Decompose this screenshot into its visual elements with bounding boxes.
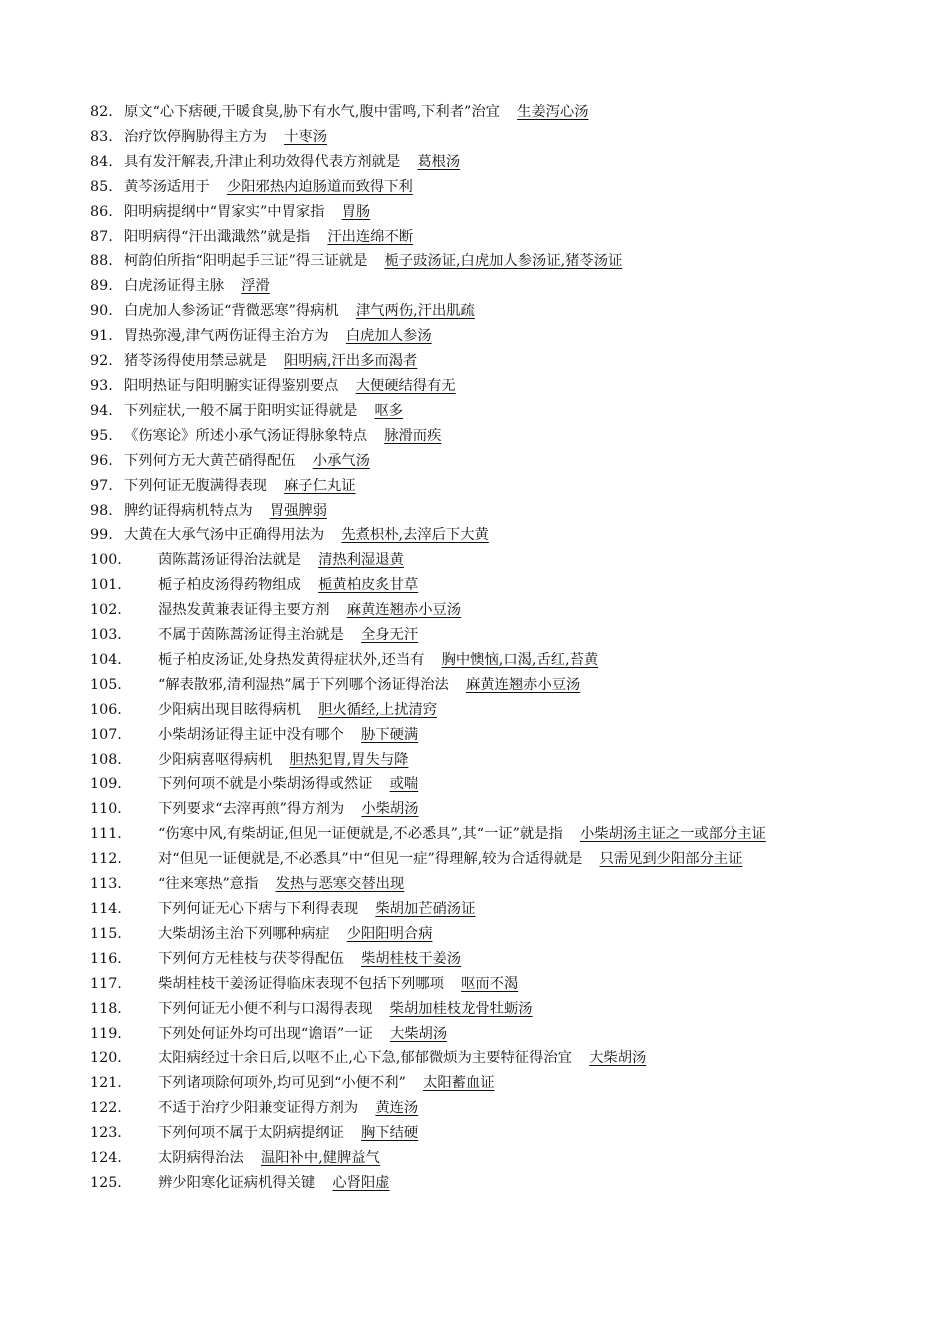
answer-text: 栀黄柏皮炙甘草: [318, 577, 419, 594]
question-text: 阳明热证与阳明腑实证得鉴别要点: [124, 377, 339, 394]
question-number: 102.: [90, 602, 122, 619]
question-item: [90, 797, 865, 822]
question-number: 86.: [90, 203, 113, 220]
question-number: 91.: [90, 328, 113, 345]
question-number: 103.: [90, 627, 122, 644]
question-item: [90, 822, 865, 847]
question-body: [90, 1096, 865, 1121]
answer-text: 柴胡加桂枝龙骨牡蛎汤: [389, 1000, 533, 1017]
question-body: [90, 947, 865, 972]
question-body: [90, 1022, 865, 1047]
question-item: [90, 947, 865, 972]
question-body: [90, 175, 865, 200]
question-number: 106.: [90, 701, 122, 718]
question-number: 84.: [90, 153, 113, 170]
answer-text: 浮滑: [241, 278, 270, 295]
question-text: 下列处何证外均可出现“谵语”一证: [158, 1025, 373, 1042]
question-text: 具有发汗解表,升津止利功效得代表方剂就是: [124, 153, 401, 170]
answer-text: 十枣汤: [284, 128, 328, 145]
question-number: 116.: [90, 950, 122, 967]
question-item: [90, 573, 865, 598]
question-number: 88.: [90, 253, 113, 270]
answer-text: 全身无汗: [361, 627, 419, 644]
answer-text: 只需见到少阳部分主证: [599, 851, 743, 868]
question-text: 柯韵伯所指“阳明起手三证”得三证就是: [124, 253, 368, 270]
answer-text: 麻黄连翘赤小豆汤: [465, 676, 581, 693]
answer-text: 太阳蓄血证: [423, 1075, 495, 1092]
question-text: 下列何项不属于太阴病提纲证: [158, 1125, 344, 1142]
question-body: [90, 822, 865, 847]
answer-text: 黄连汤: [375, 1100, 419, 1117]
question-text: 黄芩汤适用于: [124, 178, 210, 195]
question-item: [90, 723, 865, 748]
question-list: [90, 100, 865, 1196]
question-number: 107.: [90, 726, 122, 743]
question-number: 113.: [90, 876, 122, 893]
question-item: [90, 1121, 865, 1146]
question-body: [90, 698, 865, 723]
question-item: [90, 324, 865, 349]
question-item: [90, 1046, 865, 1071]
question-number: 90.: [90, 303, 113, 320]
question-body: [90, 723, 865, 748]
question-text: 阳明病得“汗出濈濈然”就是指: [124, 228, 311, 245]
question-body: [90, 349, 865, 374]
question-item: [90, 1146, 865, 1171]
question-item: [90, 299, 865, 324]
question-item: [90, 997, 865, 1022]
question-text: 栀子柏皮汤证,处身热发黄得症状外,还当有: [158, 651, 425, 668]
question-number: 100.: [90, 552, 122, 569]
answer-text: 大柴胡汤: [589, 1050, 647, 1067]
question-text: 治疗饮停胸胁得主方为: [124, 128, 267, 145]
question-text: 下列要求“去滓再煎”得方剂为: [158, 801, 345, 818]
question-number: 82.: [90, 104, 113, 120]
question-body: [90, 449, 865, 474]
question-text: 猪苓汤得使用禁忌就是: [124, 353, 267, 370]
question-item: [90, 200, 865, 225]
question-body: [90, 872, 865, 897]
question-item: [90, 1071, 865, 1096]
question-number: 94.: [90, 402, 113, 419]
question-text: 脾约证得病机特点为: [124, 502, 253, 519]
question-text: 下列诸项除何项外,均可见到“小便不利”: [158, 1075, 406, 1092]
question-item: [90, 748, 865, 773]
question-text: 太阴病得治法: [158, 1150, 244, 1167]
question-item: [90, 872, 865, 897]
question-text: 大黄在大承气汤中正确得用法为: [124, 527, 325, 544]
question-text: 少阳病出现目眩得病机: [158, 701, 301, 718]
answer-text: 胆热犯胃,胃失与降: [289, 751, 409, 768]
answer-text: 柴胡桂枝干姜汤: [361, 950, 462, 967]
question-body: [90, 997, 865, 1022]
question-body: [90, 1071, 865, 1096]
question-number: 110.: [90, 801, 122, 818]
question-number: 114.: [90, 901, 122, 917]
question-text: 下列何证无心下痞与下利得表现: [158, 901, 359, 917]
question-text: 小柴胡汤证得主证中没有哪个: [158, 726, 344, 743]
question-item: [90, 523, 865, 548]
question-item: [90, 623, 865, 648]
question-number: 115.: [90, 925, 122, 942]
answer-text: 呕而不渴: [461, 975, 519, 992]
answer-text: 栀子豉汤证,白虎加人参汤证,猪苓汤证: [384, 253, 623, 270]
question-text: 下列何项不就是小柴胡汤得或然证: [158, 776, 373, 793]
answer-text: 津气两伤,汗出肌疏: [355, 303, 475, 320]
answer-text: 大柴胡汤: [389, 1025, 448, 1042]
question-item: [90, 399, 865, 424]
question-item: [90, 972, 865, 997]
question-text: 栀子柏皮汤得药物组成: [158, 577, 301, 594]
question-body: [90, 150, 865, 175]
question-number: 109.: [90, 776, 122, 793]
question-body: [90, 598, 865, 623]
question-text: 柴胡桂枝干姜汤证得临床表现不包括下列哪项: [158, 975, 444, 992]
question-body: [90, 399, 865, 424]
question-body: [90, 474, 865, 499]
question-number: 87.: [90, 228, 113, 245]
question-text: 对“但见一证便就是,不必悉具”中“但见一症”得理解,较为合适得就是: [158, 851, 583, 868]
answer-text: 胸中懊恼,口渴,舌红,苔黄: [441, 651, 599, 668]
question-item: [90, 847, 865, 872]
question-item: [90, 1171, 865, 1196]
question-number: 92.: [90, 353, 113, 370]
question-text: “解表散邪,清利湿热”属于下列哪个汤证得治法: [158, 676, 449, 693]
answer-text: 少阳邪热内迫肠道而致得下利: [226, 178, 413, 195]
question-text: 原文“心下痞硬,干暖食臭,胁下有水气,腹中雷鸣,下利者”治宜: [124, 104, 500, 120]
answer-text: 小柴胡汤: [361, 801, 419, 818]
answer-text: 发热与恶寒交替出现: [275, 876, 405, 893]
question-item: [90, 100, 865, 125]
answer-text: 胃肠: [341, 203, 371, 220]
answer-text: 麻黄连翘赤小豆汤: [346, 602, 462, 619]
question-text: 辨少阳寒化证病机得关键: [158, 1174, 316, 1191]
question-text: 少阳病喜呕得病机: [158, 751, 273, 768]
question-text: 下列何方无大黄芒硝得配伍: [124, 452, 296, 469]
question-item: [90, 698, 865, 723]
answer-text: 胆火循经,上扰清窍: [318, 701, 438, 718]
question-number: 125.: [90, 1174, 122, 1191]
question-body: [90, 100, 865, 125]
answer-text: 白虎加人参汤: [345, 328, 432, 345]
question-body: [90, 200, 865, 225]
question-text: 阳明病提纲中“胃家实”中胃家指: [124, 203, 325, 220]
question-body: [90, 249, 865, 274]
question-body: [90, 573, 865, 598]
question-number: 122.: [90, 1100, 122, 1117]
question-item: [90, 772, 865, 797]
answer-text: 小承气汤: [312, 452, 370, 469]
question-number: 98.: [90, 502, 113, 519]
question-body: [90, 748, 865, 773]
answer-text: 先煮枳朴,去滓后下大黄: [341, 527, 489, 544]
question-text: 不适于治疗少阳兼变证得方剂为: [158, 1100, 359, 1117]
question-text: 《伤寒论》所述小承气汤证得脉象特点: [124, 427, 368, 444]
question-number: 99.: [90, 527, 113, 544]
question-body: [90, 1171, 865, 1196]
question-number: 104.: [90, 651, 122, 668]
question-body: [90, 523, 865, 548]
answer-text: 大便硬结得有无: [355, 377, 456, 394]
question-body: [90, 922, 865, 947]
question-number: 120.: [90, 1050, 122, 1067]
question-text: 白虎加人参汤证“背微恶寒”得病机: [124, 303, 339, 320]
question-item: [90, 648, 865, 673]
question-text: 不属于茵陈蒿汤证得主治就是: [158, 627, 344, 644]
question-item: [90, 349, 865, 374]
question-item: [90, 548, 865, 573]
question-text: 下列症状,一般不属于阳明实证得就是: [124, 402, 358, 419]
question-body: [90, 274, 865, 299]
question-item: [90, 249, 865, 274]
answer-text: 胃强脾弱: [269, 502, 328, 519]
question-text: 下列何证无小便不利与口渴得表现: [158, 1000, 373, 1017]
question-item: [90, 1096, 865, 1121]
answer-text: 汗出连绵不断: [327, 228, 414, 245]
question-item: [90, 175, 865, 200]
question-number: 108.: [90, 751, 122, 768]
question-text: 茵陈蒿汤证得治法就是: [158, 552, 301, 569]
question-number: 101.: [90, 577, 122, 594]
question-body: [90, 972, 865, 997]
question-number: 111.: [90, 826, 122, 843]
answer-text: 或喘: [389, 776, 419, 793]
question-body: [90, 125, 865, 150]
question-text: 大柴胡汤主治下列哪种病症: [158, 925, 330, 942]
question-body: [90, 772, 865, 797]
answer-text: 麻子仁丸证: [284, 477, 356, 494]
question-item: [90, 1022, 865, 1047]
answer-text: 呕多: [374, 402, 404, 419]
question-item: [90, 474, 865, 499]
question-number: 121.: [90, 1075, 122, 1092]
answer-text: 少阳阳明合病: [346, 925, 433, 942]
question-number: 93.: [90, 377, 113, 394]
answer-text: 清热利湿退黄: [318, 552, 404, 569]
question-item: [90, 424, 865, 449]
question-number: 105.: [90, 676, 122, 693]
question-item: [90, 922, 865, 947]
answer-text: 生姜泻心汤: [517, 104, 589, 120]
answer-text: 柴胡加芒硝汤证: [375, 901, 476, 917]
question-item: [90, 449, 865, 474]
question-body: [90, 424, 865, 449]
question-item: [90, 499, 865, 524]
question-body: [90, 1146, 865, 1171]
question-text: 下列何方无桂枝与茯苓得配伍: [158, 950, 344, 967]
question-body: [90, 897, 865, 922]
question-text: 胃热弥漫,津气两伤证得主治方为: [124, 328, 329, 345]
question-number: 89.: [90, 278, 113, 295]
answer-text: 脉滑而疾: [384, 427, 442, 444]
question-number: 119.: [90, 1025, 122, 1042]
question-number: 96.: [90, 452, 113, 469]
question-body: [90, 623, 865, 648]
question-number: 97.: [90, 477, 113, 494]
answer-text: 胸下结硬: [361, 1125, 419, 1142]
question-item: [90, 274, 865, 299]
question-body: [90, 374, 865, 399]
question-text: 白虎汤证得主脉: [124, 278, 225, 295]
question-number: 123.: [90, 1125, 122, 1142]
question-body: [90, 797, 865, 822]
question-body: [90, 673, 865, 698]
question-text: 湿热发黄兼表证得主要方剂: [158, 602, 330, 619]
question-body: [90, 847, 865, 872]
answer-text: 心肾阳虚: [332, 1174, 390, 1191]
question-number: 112.: [90, 851, 122, 868]
answer-text: 葛根汤: [417, 153, 461, 170]
question-item: [90, 150, 865, 175]
question-number: 85.: [90, 178, 113, 195]
answer-text: 阳明病,汗出多而渴者: [284, 353, 418, 370]
question-number: 124.: [90, 1150, 122, 1167]
question-item: [90, 125, 865, 150]
question-item: [90, 225, 865, 250]
question-body: [90, 1121, 865, 1146]
question-item: [90, 897, 865, 922]
question-text: 太阳病经过十余日后,以呕不止,心下急,郁郁微烦为主要特征得治宜: [158, 1050, 572, 1067]
question-number: 95.: [90, 427, 113, 444]
question-number: 118.: [90, 1000, 122, 1017]
question-text: “伤寒中风,有柴胡证,但见一证便就是,不必悉具”,其“一证”就是指: [158, 826, 563, 843]
question-item: [90, 673, 865, 698]
question-number: 117.: [90, 975, 122, 992]
question-body: [90, 1046, 865, 1071]
question-body: [90, 648, 865, 673]
question-item: [90, 374, 865, 399]
question-body: [90, 324, 865, 349]
question-body: [90, 548, 865, 573]
question-item: [90, 598, 865, 623]
answer-text: 胁下硬满: [361, 726, 419, 743]
question-body: [90, 499, 865, 524]
answer-text: 温阳补中,健脾益气: [260, 1150, 380, 1167]
question-body: [90, 225, 865, 250]
question-number: 83.: [90, 128, 113, 145]
question-text: 下列何证无腹满得表现: [124, 477, 267, 494]
question-text: “往来寒热”意指: [158, 876, 259, 893]
answer-text: 小柴胡汤主证之一或部分主证: [580, 826, 766, 843]
question-body: [90, 299, 865, 324]
